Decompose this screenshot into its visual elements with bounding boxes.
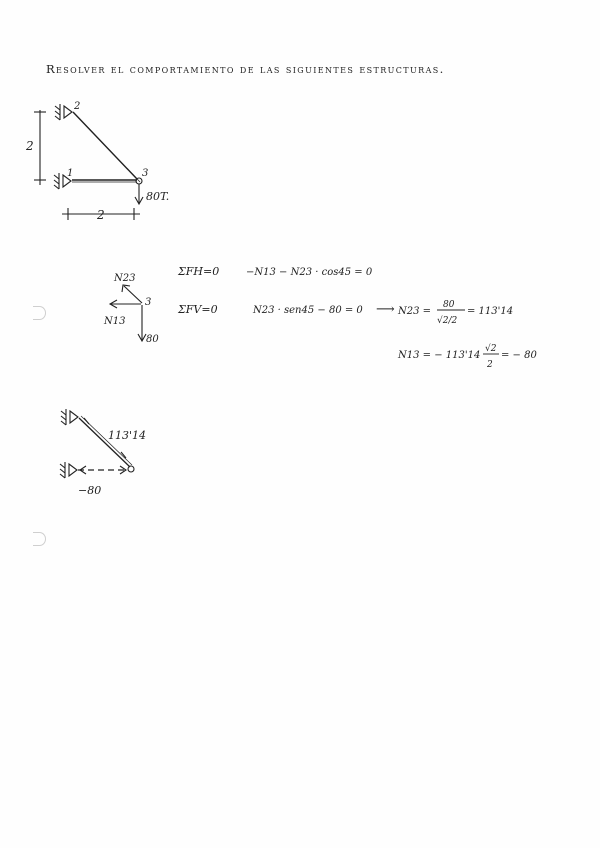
n23-fraction-denominator: √2/2 [437,316,458,326]
n13-fraction-numerator: √2 [485,344,497,354]
fbd-label-node: 3 [145,297,152,308]
result-label-bar-23: 113'14 [108,429,147,442]
equation-1: −N13 − N23 · cos45 = 0 [246,267,373,278]
node-label-3: 3 [142,168,149,179]
force-arrow-n23 [124,286,142,303]
dimension-label-vertical: 2 [26,139,34,153]
load-label: 80T. [146,190,170,203]
n23-result: = 113'14 [467,306,514,317]
equation-sum-fh: ΣFH=0 [178,265,220,278]
page-title: Resolver el comportamiento de las siguientes estructuras. [46,62,445,76]
node-label-2: 2 [74,101,81,112]
equation-sum-fv: ΣFV=0 [178,303,218,316]
n23-lhs: N23 = [398,306,432,317]
n13-equation: N13 = − 113'14 [398,350,481,361]
n13-result: = − 80 [501,350,537,361]
fbd-label-load: 80 [146,334,159,345]
node-label-1: 1 [67,168,74,179]
result-support-2 [61,409,78,425]
fbd-label-n13: N13 [104,316,126,327]
equation-2: N23 · sen45 − 80 = 0 [253,305,363,316]
result-bar-2-3 [79,418,130,467]
result-support-1 [60,462,77,478]
free-body-diagram [110,285,146,341]
support-node-2 [55,104,72,120]
result-figure [60,409,134,478]
truss-figure [34,104,143,220]
n13-fraction-denominator: 2 [487,360,493,370]
result-label-bar-13: −80 [78,484,102,497]
result-node-3 [128,466,134,472]
fbd-label-n23: N23 [114,273,136,284]
dimension-label-horizontal: 2 [97,208,105,222]
implies-arrow: ⟶ [376,302,395,317]
n23-fraction-numerator: 80 [443,300,455,310]
